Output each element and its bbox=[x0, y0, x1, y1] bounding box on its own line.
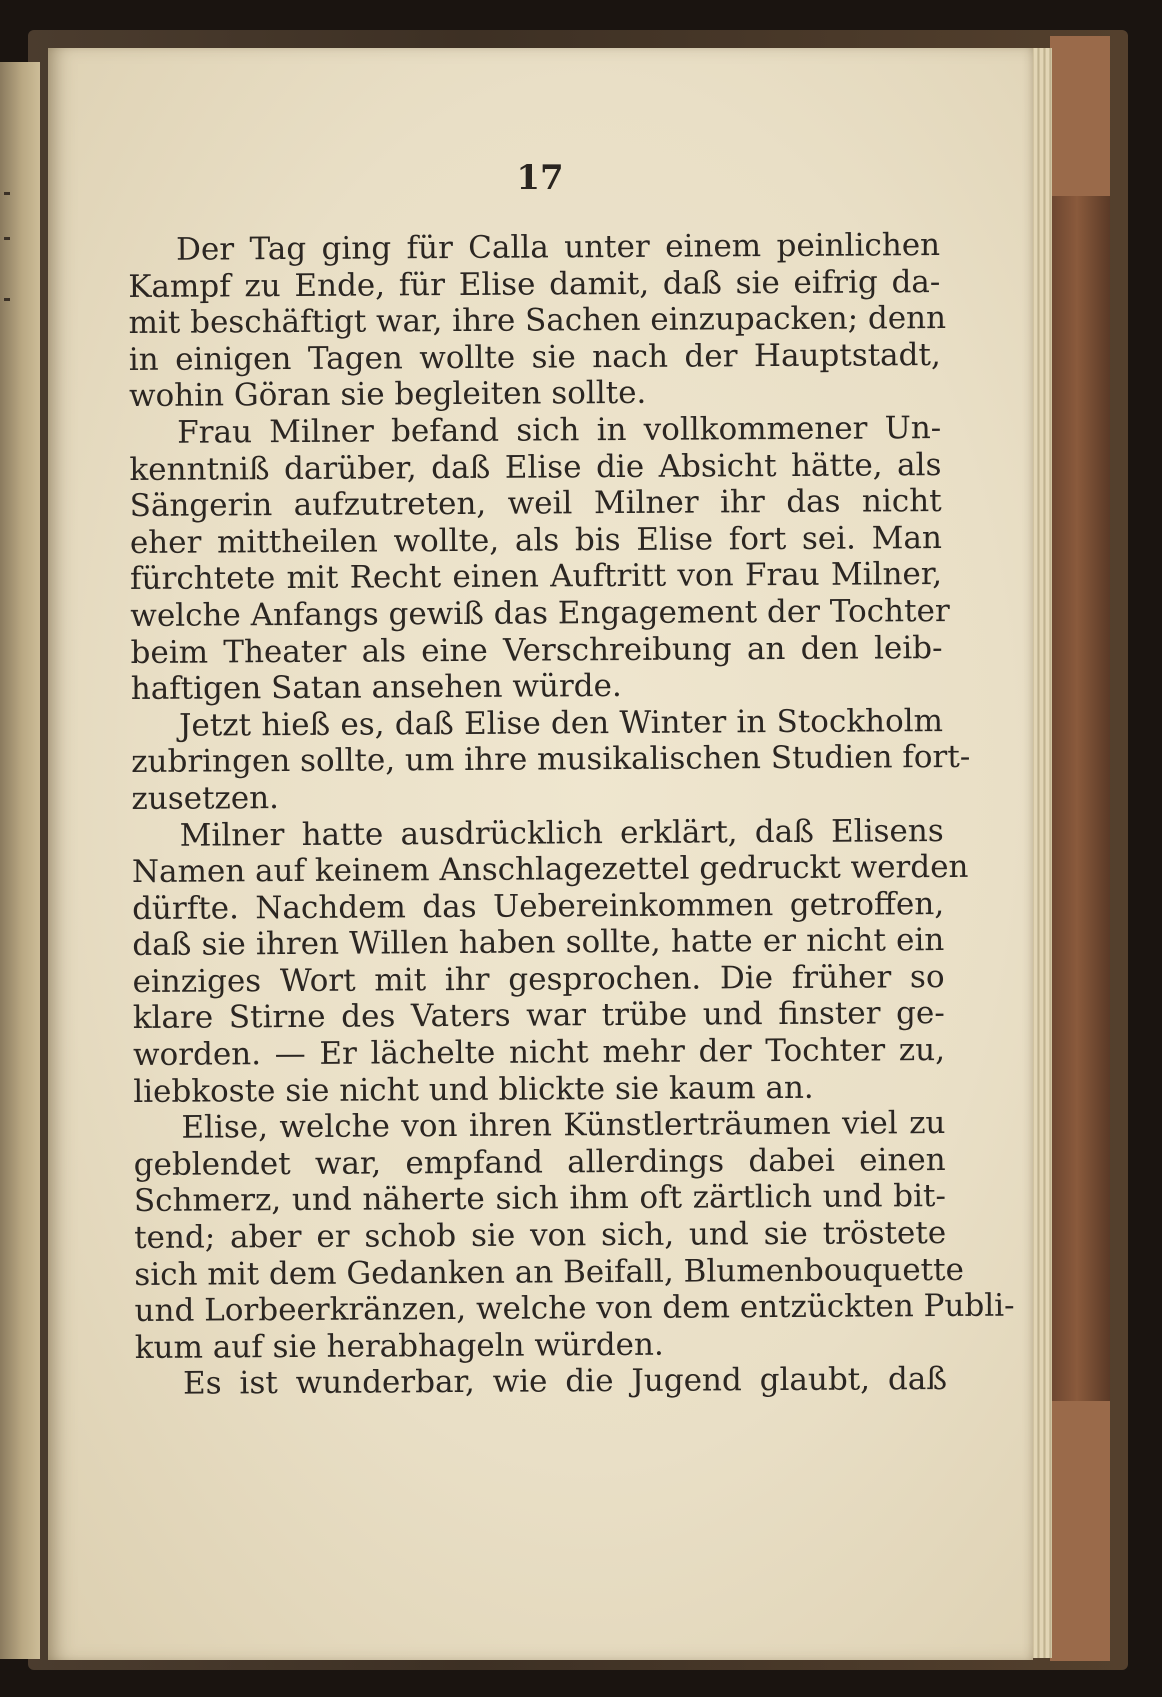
text-line: fürchtete mit Recht einen Auftritt von Frau Milner, bbox=[130, 556, 943, 598]
text-line: Es ist wunderbar, wie die Jugend glaubt, daß bbox=[182, 1361, 948, 1403]
facing-page-edge bbox=[0, 62, 40, 1659]
text-line: und Lorbeerkränzen, welche von dem entzückten Publi- bbox=[134, 1287, 1015, 1330]
book-page bbox=[48, 48, 1033, 1660]
spine-band-bottom bbox=[1050, 1401, 1110, 1661]
text-line: klare Stirne des Vaters war trübe und finster ge- bbox=[132, 995, 945, 1037]
text-line: eher mittheilen wollte, als bis Elise fort sei. Man bbox=[129, 519, 942, 561]
text-line: zusetzen. bbox=[131, 779, 280, 817]
text-line: Namen auf keinem Anschlagezettel gedruckt werden bbox=[131, 848, 969, 891]
book-spine-edge bbox=[1050, 36, 1110, 1661]
text-line: daß sie ihren Willen haben sollte, hatte er nicht ein bbox=[132, 922, 945, 964]
text-line: dürfte. Nachdem das Uebereinkommen getroffen, bbox=[132, 885, 945, 927]
text-line: tend; aber er schob sie von sich, und sie tröstete bbox=[134, 1215, 947, 1257]
text-line: Kampf zu Ende, für Elise damit, daß sie eifrig da- bbox=[128, 263, 941, 305]
text-line: kum auf sie herabhageln würden. bbox=[134, 1326, 664, 1366]
page-text-body bbox=[128, 227, 1015, 1403]
text-line: einziges Wort mit ihr gesprochen. Die früher so bbox=[132, 958, 945, 1000]
page-number: 17 bbox=[516, 158, 564, 198]
text-line: wohin Göran sie begleiten sollte. bbox=[128, 375, 647, 415]
text-line: liebkoste sie nicht und blickte sie kaum an. bbox=[133, 1069, 814, 1110]
spine-band-top bbox=[1050, 36, 1110, 196]
text-line: sich mit dem Gedanken an Beifall, Blumenbouquette bbox=[134, 1251, 964, 1293]
facing-page-mark bbox=[4, 298, 10, 301]
facing-page-mark bbox=[4, 237, 10, 240]
text-line: Schmerz, und näherte sich ihm oft zärtlich und bit- bbox=[133, 1178, 947, 1220]
text-line: Frau Milner befand sich in vollkommener Un- bbox=[177, 410, 942, 451]
text-line: worden. — Er lächelte nicht mehr der Tochter zu, bbox=[132, 1032, 946, 1074]
text-line: welche Anfangs gewiß das Engagement der Tochter bbox=[130, 592, 950, 634]
text-line: Der Tag ging für Calla unter einem peinlichen bbox=[175, 227, 941, 268]
text-line: Milner hatte ausdrücklich erklärt, daß Elisens bbox=[179, 812, 944, 854]
text-line: haftigen Satan ansehen würde. bbox=[130, 668, 622, 708]
text-line: in einigen Tagen wollte sie nach der Hauptstadt, bbox=[128, 336, 941, 378]
text-line: zubringen sollte, um ihre musikalischen Studien fort- bbox=[131, 739, 971, 781]
text-line: Jetzt hieß es, daß Elise den Winter in Stockholm bbox=[178, 702, 944, 744]
text-line: kenntniß darüber, daß Elise die Absicht hätte, als bbox=[129, 446, 942, 488]
text-line: Elise, welche von ihren Künstlerträumen viel zu bbox=[181, 1105, 946, 1146]
text-line: mit beschäftigt war, ihre Sachen einzupacken; denn bbox=[128, 300, 947, 342]
text-line: beim Theater als eine Verschreibung an den leib- bbox=[130, 629, 943, 671]
text-line: Sängerin aufzutreten, weil Milner ihr das nicht bbox=[129, 483, 942, 525]
facing-page-mark bbox=[4, 192, 10, 195]
text-line: geblendet war, empfand allerdings dabei einen bbox=[133, 1141, 946, 1183]
